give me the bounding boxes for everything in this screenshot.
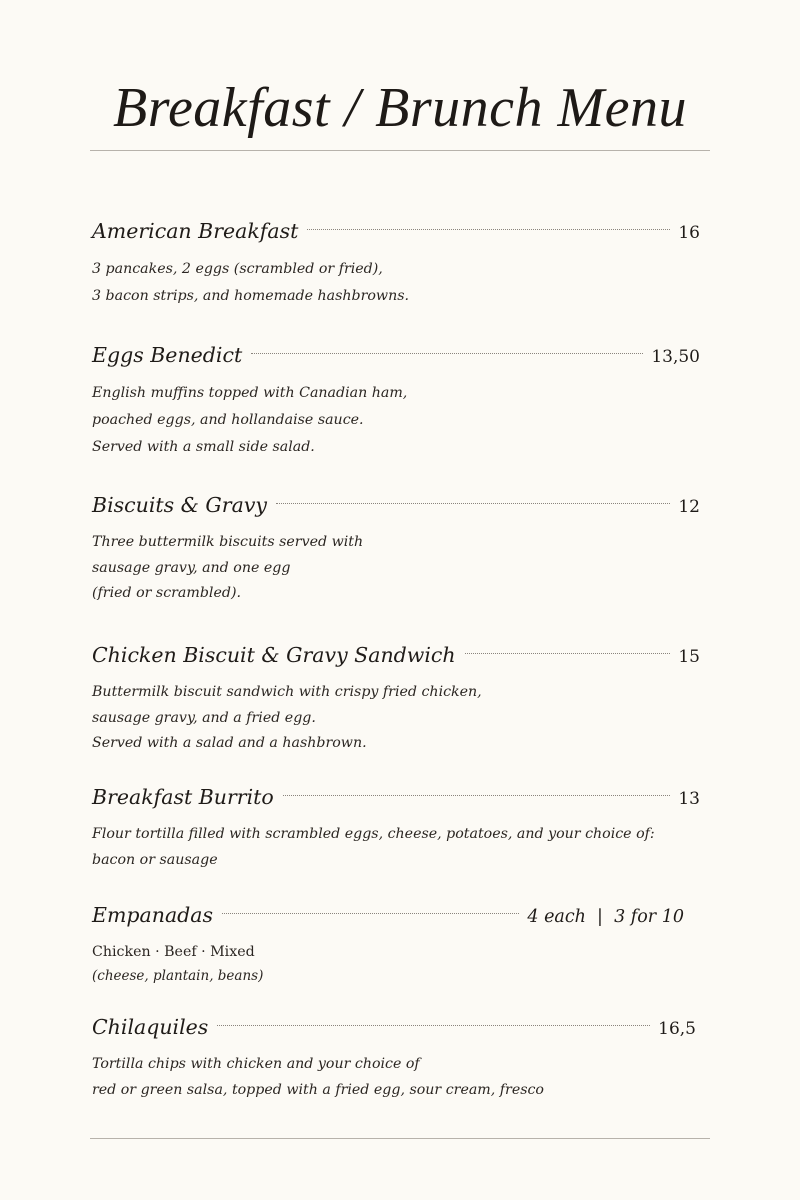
menu-item-chicken-biscuit-sandwich bbox=[92, 638, 700, 757]
description-line: 3 pancakes, 2 eggs (scrambled or fried), bbox=[92, 261, 383, 277]
item-name: Empanadas bbox=[92, 903, 214, 927]
dot-leader bbox=[217, 1025, 650, 1026]
item-description bbox=[92, 822, 700, 873]
item-header bbox=[92, 338, 700, 372]
item-description bbox=[92, 680, 700, 757]
dot-leader bbox=[222, 913, 519, 914]
dot-leader bbox=[465, 653, 671, 654]
item-price: 4 each | 3 for 10 bbox=[527, 907, 684, 927]
description-line: Three buttermilk biscuits served with bbox=[92, 534, 364, 550]
bottom-divider bbox=[90, 1138, 710, 1139]
item-price: 15 bbox=[678, 647, 700, 667]
item-name: Breakfast Burrito bbox=[92, 785, 274, 809]
description-line: Chicken · Beef · Mixed bbox=[92, 944, 255, 960]
page-title: Breakfast / Brunch Menu bbox=[113, 77, 687, 139]
description-line: English muffins topped with Canadian ham, bbox=[92, 385, 408, 401]
item-name: American Breakfast bbox=[92, 219, 299, 243]
menu-item-chilaquiles bbox=[92, 1010, 696, 1103]
dot-leader bbox=[283, 795, 671, 796]
item-header bbox=[92, 488, 700, 522]
dot-leader bbox=[307, 229, 670, 230]
description-line: bacon or sausage bbox=[92, 851, 218, 868]
item-description bbox=[92, 256, 700, 310]
description-line: Served with a salad and a hashbrown. bbox=[92, 735, 367, 751]
description-line: sausage gravy, and a fried egg. bbox=[92, 709, 316, 726]
item-description bbox=[92, 1052, 696, 1103]
menu-item-empanadas bbox=[92, 898, 684, 988]
item-description bbox=[92, 530, 700, 607]
item-description bbox=[92, 940, 684, 988]
item-price: 12 bbox=[678, 497, 700, 517]
description-line: Served with a small side salad. bbox=[92, 439, 315, 455]
item-price: 16,5 bbox=[658, 1019, 696, 1039]
menu-item-breakfast-burrito bbox=[92, 780, 700, 873]
description-line: Buttermilk biscuit sandwich with crispy fried chicken, bbox=[92, 684, 482, 700]
description-line: 3 bacon strips, and homemade hashbrowns. bbox=[92, 288, 410, 304]
top-divider bbox=[90, 150, 710, 151]
item-price: 13,50 bbox=[651, 347, 700, 367]
item-name: Chicken Biscuit & Gravy Sandwich bbox=[92, 643, 456, 667]
description-line: (fried or scrambled). bbox=[92, 585, 241, 601]
description-line: Flour tortilla filled with scrambled eggs, cheese, potatoes, and your choice of: bbox=[92, 826, 655, 842]
item-name: Biscuits & Gravy bbox=[92, 493, 267, 517]
menu-item-eggs-benedict bbox=[92, 338, 700, 461]
item-header bbox=[92, 638, 700, 672]
item-header bbox=[92, 898, 684, 932]
item-price: 16 bbox=[678, 223, 700, 243]
dot-leader bbox=[276, 503, 670, 504]
description-line: sausage gravy, and one egg bbox=[92, 559, 291, 576]
description-line: red or green salsa, topped with a fried egg, sour cream, fresco bbox=[92, 1081, 544, 1098]
item-header bbox=[92, 780, 700, 814]
item-header bbox=[92, 214, 700, 248]
item-header bbox=[92, 1010, 696, 1044]
menu-item-biscuits-gravy bbox=[92, 488, 700, 607]
dot-leader bbox=[251, 353, 643, 354]
description-line: poached eggs, and hollandaise sauce. bbox=[92, 412, 364, 428]
item-name: Eggs Benedict bbox=[92, 343, 243, 367]
item-description bbox=[92, 380, 700, 461]
description-line: Tortilla chips with chicken and your choice of bbox=[92, 1056, 420, 1072]
description-line: (cheese, plantain, beans) bbox=[92, 968, 264, 984]
item-name: Chilaquiles bbox=[92, 1015, 209, 1039]
menu-item-american-breakfast bbox=[92, 214, 700, 310]
item-price: 13 bbox=[678, 789, 700, 809]
